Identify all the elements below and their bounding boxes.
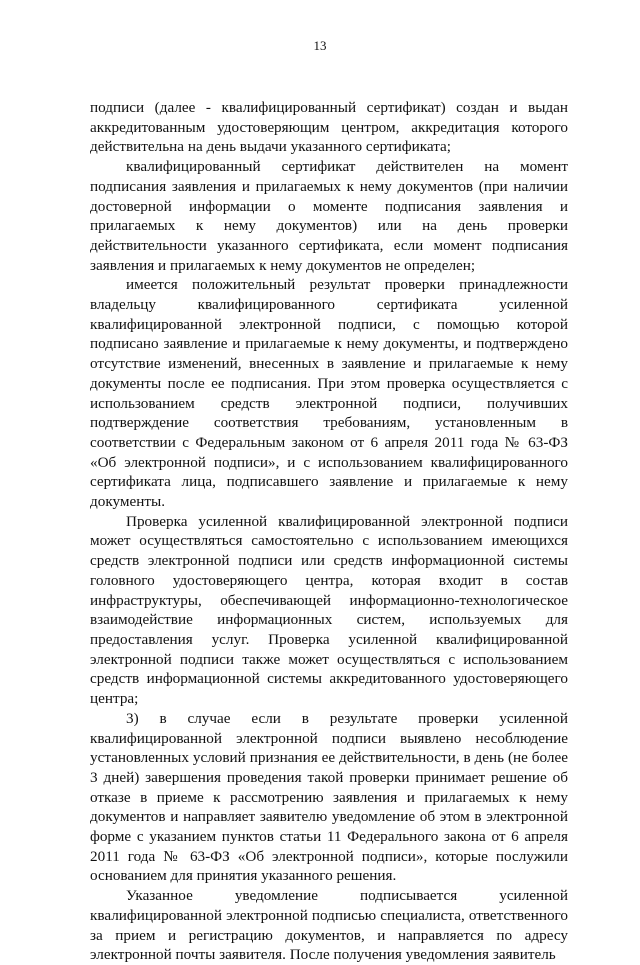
paragraph-certificate-issued: подписи (далее - квалифицированный сертификат) создан и выдан аккредитованным удостоверяющим центром, аккредитация которого действительна на день выдачи указанного сертификата; xyxy=(90,99,568,156)
document-body xyxy=(90,98,568,965)
paragraph-refusal-decision: 3) в случае если в результате проверки усиленной квалифицированной электронной подписи выявлено несоблюдение установленных условий признания ее действительности, в день (не более 3 дней) завершения проведения такой проверки принимает решение об отказе в приеме к рассмотрению заявления и прилагаемых к нему документов и направляет заявителю уведомление об этом в электронной форме с указанием пунктов статьи 11 Федерального закона от 6 апреля 2011 года № 63-ФЗ «Об электронной подписи», которые послужили основанием для принятия указанного решения. xyxy=(90,709,568,885)
paragraph-signature-check-result: имеется положительный результат проверки принадлежности владельцу квалифицированного сертификата усиленной квалифицированной электронной подписи, с помощью которой подписано заявление и прилагаемые к нему документы, и подтверждено отсутствие изменений, внесенных в заявление и прилагаемые к нему документы после ее подписания. При этом проверка осуществляется с использованием средств электронной подписи, получивших подтверждение соответствия требованиям, установленным в соответствии с Федеральным законом от 6 апреля 2011 года № 63-ФЗ «Об электронной подписи», и с использованием квалифицированного сертификата лица, подписавшего заявление и прилагаемые к нему документы. xyxy=(90,276,568,511)
paragraph-certificate-valid: квалифицированный сертификат действителен на момент подписания заявления и прилагаемых к нему документов (при наличии достоверной информации о моменте подписания заявления и прилагаемых к нему документов) или на день проверки действительности указанного сертификата, если момент подписания заявления и прилагаемых к нему документов не определен; xyxy=(90,158,568,274)
paragraph-signature-verification: Проверка усиленной квалифицированной электронной подписи может осуществляться самостоятельно с использованием имеющихся средств электронной подписи или средств информационной системы головного удостоверяющего центра, которая входит в состав инфраструктуры, обеспечивающей информационно-технологическое взаимодействие информационных систем, используемых для предоставления услуг. Проверка усиленной квалифицированной электронной подписи также может осуществляться с использованием средств информационной системы аккредитованного удостоверяющего центра; xyxy=(90,512,568,708)
paragraph-notification: Указанное уведомление подписывается усиленной квалифицированной электронной подписью специалиста, ответственного за прием и регистрацию документов, и направляется по адресу электронной почты заявителя. После получения уведомления заявитель xyxy=(90,887,568,964)
page-number: 13 xyxy=(313,38,327,53)
